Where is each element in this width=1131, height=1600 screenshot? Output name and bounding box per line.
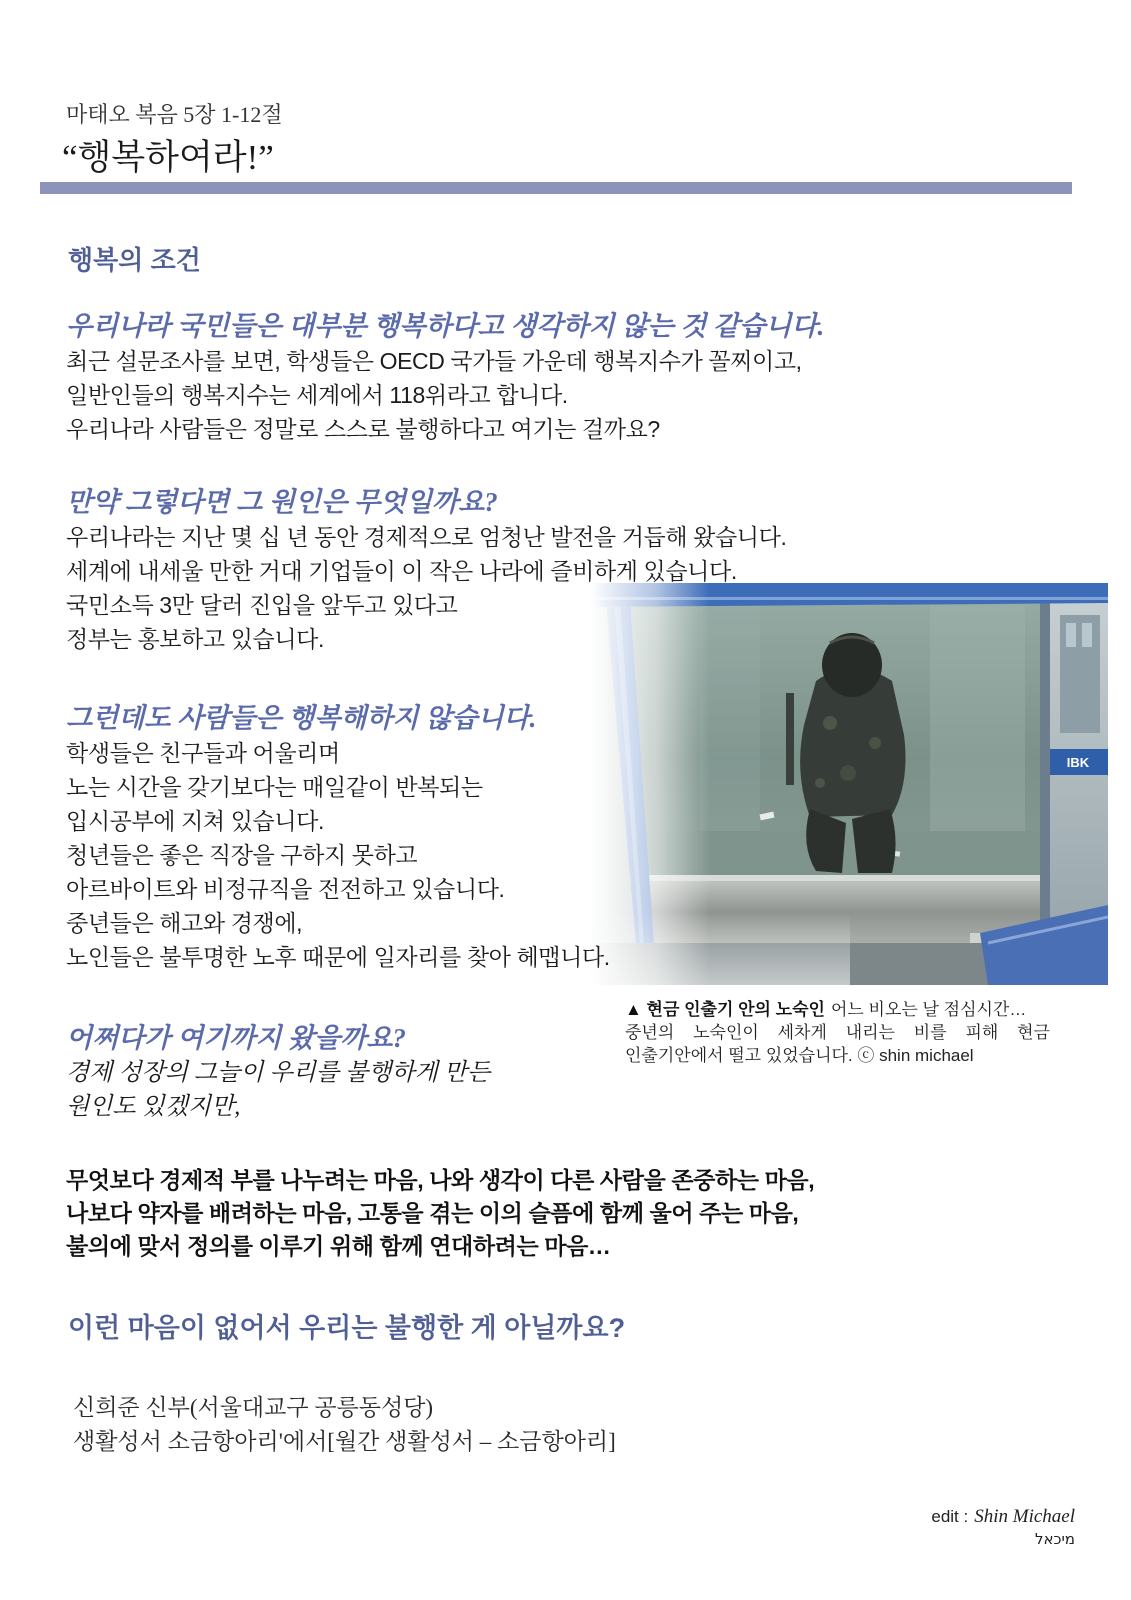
body-line: 우리나라는 지난 몇 십 년 동안 경제적으로 엄청난 발전을 거듭해 왔습니다. xyxy=(66,524,787,550)
bank-sign-logo: IBK xyxy=(1066,755,1090,770)
caption-line: 인출기안에서 떨고 있었습니다. ⓒ shin michael xyxy=(625,1046,974,1065)
passage-reference: 마태오 복음 5장 1-12절 xyxy=(66,102,283,127)
emphasis-line: 무엇보다 경제적 부를 나누려는 마음, 나와 생각이 다른 사람을 존중하는 마음, xyxy=(66,1167,815,1193)
body-line: 국민소득 3만 달러 진입을 앞두고 있다고 xyxy=(66,592,458,618)
paragraph-block xyxy=(66,1020,490,1124)
source-line: 생활성서 소금항아리'에서[월간 생활성서 – 소금항아리] xyxy=(73,1429,616,1454)
umbrella xyxy=(786,693,794,785)
title-divider-bar xyxy=(40,182,1072,194)
editor-credit xyxy=(931,1506,1075,1528)
emphasis-block xyxy=(66,1164,814,1263)
clothing-texture xyxy=(823,716,837,730)
section-title: 행복의 조건 xyxy=(68,245,201,275)
caption-title: ▲ 현금 인출기 안의 노숙인 xyxy=(625,1000,825,1019)
photo-caption xyxy=(625,998,1050,1067)
edit-label: edit : xyxy=(931,1507,969,1526)
block-heading: 그런데도 사람들은 행복해하지 않습니다. xyxy=(66,703,537,733)
right-frame xyxy=(1040,601,1050,946)
body-line: 세계에 내세울 만한 거대 기업들이 이 작은 나라에 즐비하게 있습니다. xyxy=(66,558,737,584)
block-heading: 우리나라 국민들은 대부분 행복하다고 생각하지 않는 것 같습니다. xyxy=(66,311,825,341)
emphasis-line: 나보다 약자를 배려하는 마음, 고통을 겪는 이의 슬픔에 함께 울어 주는 마음, xyxy=(66,1200,799,1226)
body-line: 노는 시간을 갖기보다는 매일같이 반복되는 xyxy=(66,774,483,800)
body-line: 노인들은 불투명한 노후 때문에 일자리를 찾아 헤맵니다. xyxy=(66,944,610,970)
page-title: “행복하여라!” xyxy=(62,138,274,177)
clothing-texture xyxy=(840,765,856,781)
author-line: 신희준 신부(서울대교구 공릉동성당) xyxy=(73,1395,434,1420)
caption-line xyxy=(625,998,1050,1021)
clothing-texture xyxy=(869,737,881,749)
block-heading: 어쩌다가 여기까지 왔을까요? xyxy=(66,1023,406,1053)
body-line: 최근 설문조사를 보면, 학생들은 OECD 국가들 가운데 행복지수가 꼴찌이고, xyxy=(66,348,802,374)
editor-name: Shin Michael xyxy=(974,1506,1075,1527)
right-leg xyxy=(852,809,896,873)
body-line: 청년들은 좋은 직장을 구하지 못하고 xyxy=(66,842,418,868)
italic-line: 경제 성장의 그늘이 우리를 불행하게 만든 xyxy=(66,1060,491,1086)
conclusion-question: 이런 마음이 없어서 우리는 불행한 게 아닐까요? xyxy=(68,1313,626,1343)
caption-text: 어느 비오는 날 점심시간… xyxy=(830,1000,1027,1019)
block-heading: 만약 그렇다면 그 원인은 무엇일까요? xyxy=(66,487,498,517)
body-line: 중년들은 해고와 경쟁에, xyxy=(66,910,303,936)
building-window xyxy=(1066,623,1076,647)
building-window xyxy=(1082,623,1092,647)
body-line: 학생들은 친구들과 어울리며 xyxy=(66,740,340,766)
body-line: 정부는 홍보하고 있습니다. xyxy=(66,626,324,652)
attribution xyxy=(73,1391,616,1459)
italic-line: 원인도 있겠지만, xyxy=(66,1094,241,1120)
emphasis-line: 불의에 맞서 정의를 이루기 위해 함께 연대하려는 마음… xyxy=(66,1233,611,1259)
body-line: 입시공부에 지쳐 있습니다. xyxy=(66,808,324,834)
body-line: 일반인들의 행복지수는 세계에서 118위라고 합니다. xyxy=(66,382,568,408)
caption-line: 중년의 노숙인이 세차게 내리는 비를 피해 현금 xyxy=(625,1023,1050,1042)
paragraph-block xyxy=(66,700,610,974)
hebrew-signature: מיכאל xyxy=(1034,1530,1075,1548)
paragraph-block xyxy=(66,308,824,446)
body-line: 아르바이트와 비정규직을 전전하고 있습니다. xyxy=(66,876,505,902)
bottom-fade xyxy=(590,913,850,985)
clothing-texture xyxy=(815,778,825,788)
body-line: 우리나라 사람들은 정말로 스스로 불행하다고 여기는 걸까요? xyxy=(66,416,660,442)
paragraph-block xyxy=(66,484,786,656)
